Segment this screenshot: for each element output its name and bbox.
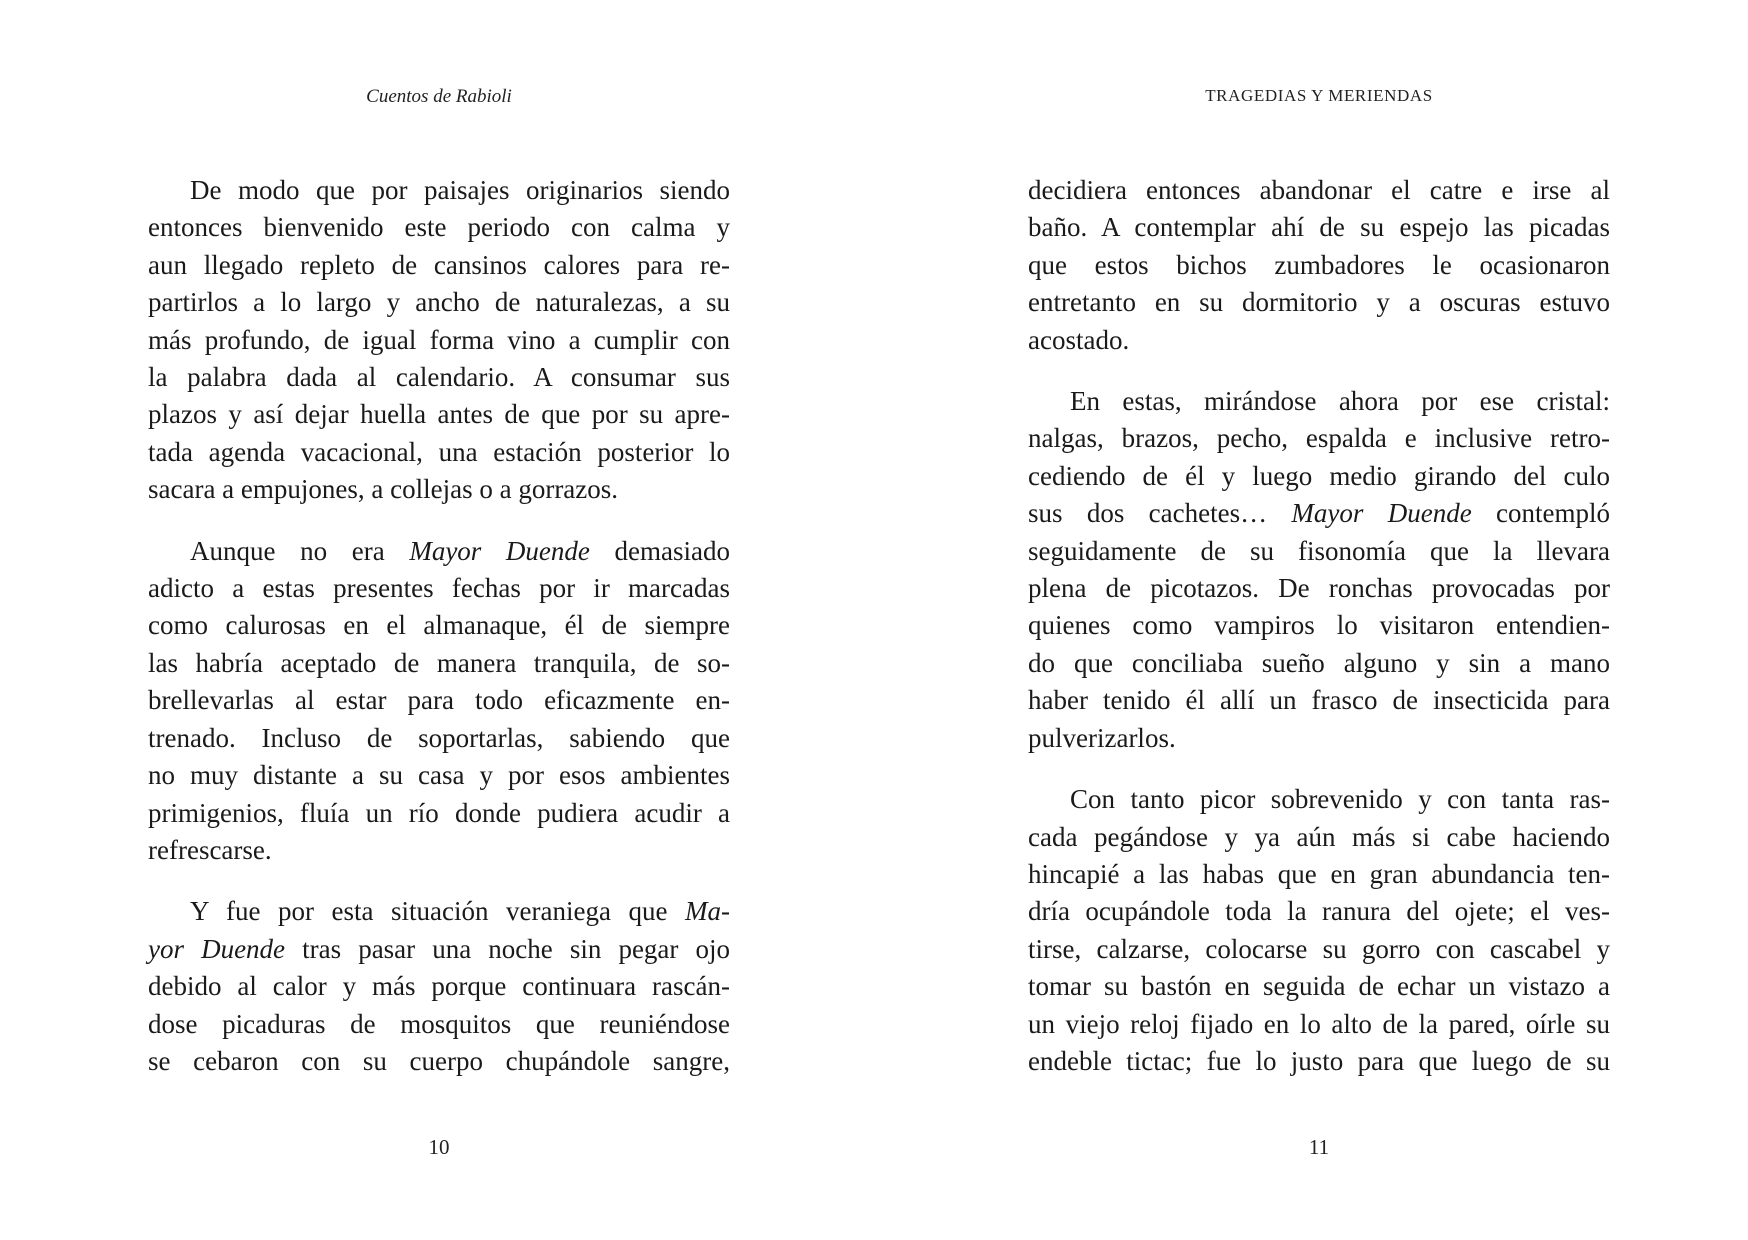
text-line: plazos y así dejar huella antes de que por su apre-	[148, 399, 730, 430]
paragraph	[1028, 383, 1610, 757]
paragraph	[1028, 781, 1610, 1080]
text-line: tada agenda vacacional, una estación posterior lo	[148, 436, 730, 467]
text-line: se cebaron con su cuerpo chupándole sangre,	[148, 1045, 730, 1076]
text-line: Aunque no era Mayor Duende demasiado	[190, 535, 730, 566]
text-line: aun llegado repleto de cansinos calores para re-	[148, 249, 730, 280]
text-line: como calurosas en el almanaque, él de siempre	[148, 610, 730, 641]
paragraph	[1028, 172, 1610, 359]
text-line: primigenios, fluía un río donde pudiera acudir a	[148, 797, 730, 828]
text-line: cediendo de él y luego medio girando del culo	[1028, 460, 1610, 491]
text-line: entretanto en su dormitorio y a oscuras estuvo	[1028, 287, 1610, 318]
text-line: do que conciliaba sueño alguno y sin a mano	[1028, 647, 1610, 678]
text-line: quienes como vampiros lo visitaron entendien-	[1028, 610, 1610, 641]
text-line: seguidamente de su fisonomía que la llevara	[1028, 535, 1610, 566]
text-line: tomar su bastón en seguida de echar un vistazo a	[1028, 971, 1610, 1002]
text-line: hincapié a las habas que en gran abundancia ten-	[1028, 858, 1610, 889]
text-line: las habría aceptado de manera tranquila, de so-	[148, 647, 730, 678]
page-number-right: 11	[1308, 1135, 1330, 1159]
text-line: sacara a empujones, a collejas o a gorrazos.	[148, 474, 619, 505]
running-head-right: TRAGEDIAS Y MERIENDAS	[1205, 86, 1433, 105]
text-line: que estos bichos zumbadores le ocasionaron	[1028, 249, 1610, 280]
text-line: partirlos a lo largo y ancho de naturalezas, a su	[148, 287, 730, 318]
page-number-left: 10	[428, 1135, 450, 1159]
right-page	[874, 0, 1748, 1240]
text-line: tirse, calzarse, colocarse su gorro con cascabel y	[1028, 933, 1610, 964]
paragraph	[148, 533, 730, 870]
text-line: Y fue por esta situación veraniega que Ma-	[190, 896, 730, 927]
text-line: De modo que por paisajes originarios siendo	[190, 175, 730, 205]
text-line: un viejo reloj fijado en lo alto de la pared, oírle su	[1028, 1008, 1610, 1039]
text-line: acostado.	[1028, 324, 1130, 355]
text-line: baño. A contemplar ahí de su espejo las picadas	[1028, 212, 1610, 243]
left-page-body	[148, 172, 730, 1104]
text-line: nalgas, brazos, pecho, espalda e inclusive retro-	[1028, 423, 1610, 454]
text-line: debido al calor y más porque continuara rascán-	[148, 971, 730, 1002]
text-line: sus dos cachetes… Mayor Duende contempló	[1028, 498, 1610, 529]
text-line: la palabra dada al calendario. A consumar sus	[148, 362, 730, 393]
paragraph	[148, 172, 730, 509]
text-line: pulverizarlos.	[1028, 722, 1176, 753]
text-line: no muy distante a su casa y por esos ambientes	[148, 760, 730, 791]
text-line: plena de picotazos. De ronchas provocadas por	[1028, 573, 1610, 604]
text-line: trenado. Incluso de soportarlas, sabiendo que	[148, 722, 730, 753]
text-line: brellevarlas al estar para todo eficazmente en-	[148, 685, 730, 716]
right-page-body	[1028, 172, 1610, 1104]
text-line: entonces bienvenido este periodo con calma y	[148, 212, 730, 243]
text-line: haber tenido él allí un frasco de insecticida para	[1028, 685, 1610, 716]
text-line: Con tanto picor sobrevenido y con tanta ras-	[1070, 784, 1610, 815]
running-head-left: Cuentos de Rabioli	[366, 86, 512, 107]
text-line: dría ocupándole toda la ranura del ojete; el ves-	[1028, 896, 1610, 927]
text-line: En estas, mirándose ahora por ese cristal:	[1070, 386, 1610, 417]
text-line: adicto a estas presentes fechas por ir marcadas	[148, 573, 730, 604]
text-line: dose picaduras de mosquitos que reuniéndose	[148, 1008, 730, 1039]
text-line: endeble tictac; fue lo justo para que luego de su	[1028, 1045, 1610, 1076]
text-line: refrescarse.	[148, 834, 272, 865]
text-line: yor Duende tras pasar una noche sin pegar ojo	[148, 933, 730, 964]
text-line: más profundo, de igual forma vino a cumplir con	[148, 324, 730, 355]
paragraph	[148, 893, 730, 1080]
text-line: decidiera entonces abandonar el catre e irse al	[1028, 175, 1610, 205]
text-line: cada pegándose y ya aún más si cabe haciendo	[1028, 821, 1610, 852]
